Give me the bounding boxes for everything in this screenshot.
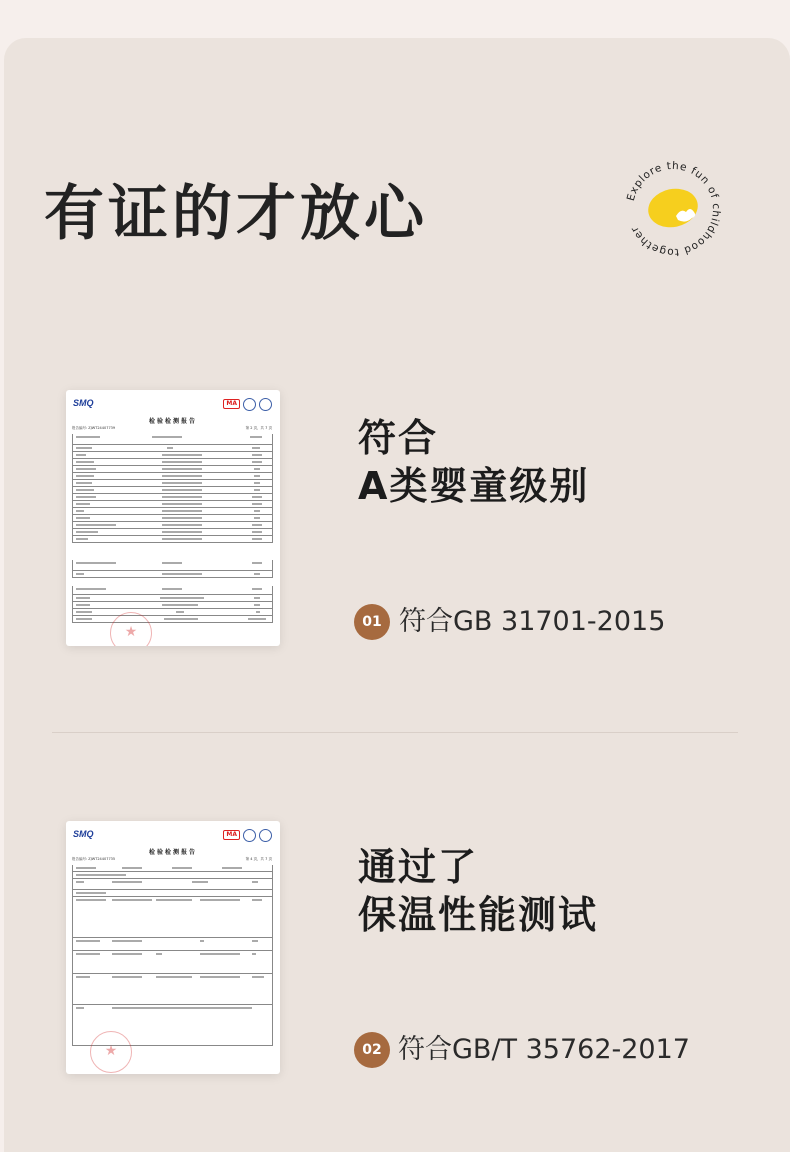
red-seal-stamp <box>90 1031 132 1073</box>
smq-logo: SMQ <box>73 398 94 408</box>
item-2-standard: 符合GB/T 35762-2017 <box>398 1034 690 1065</box>
ma-mark: MA <box>223 830 240 840</box>
section-divider <box>52 732 738 733</box>
item-1-standard: 符合GB 31701-2015 <box>399 606 666 637</box>
item-2-number-badge: 02 <box>354 1032 390 1068</box>
report-title: 检验检测报告 <box>148 418 197 425</box>
red-seal-stamp <box>110 612 152 646</box>
report-title: 检验检测报告 <box>148 849 197 856</box>
ilac-mark-icon <box>243 829 256 842</box>
item-1-number-badge: 01 <box>354 604 390 640</box>
ilac-mark-icon <box>243 398 256 411</box>
item-1-heading-line1: 符合 <box>358 416 439 460</box>
lemon-badge-icon <box>620 156 726 262</box>
report-table <box>72 865 273 1046</box>
report-table <box>72 434 273 543</box>
test-report-image <box>66 821 280 1074</box>
ma-mark: MA <box>223 399 240 409</box>
page-title: 有证的才放心 <box>44 179 428 249</box>
item-1-heading-line2: A类婴童级别 <box>358 464 590 508</box>
smq-logo: SMQ <box>73 829 94 839</box>
item-2-heading-line2: 保温性能测试 <box>358 893 599 937</box>
report-page-number: 第 4 页，共 7 页 <box>245 857 272 861</box>
cnas-mark-icon <box>259 829 272 842</box>
report-page-number: 第 2 页，共 7 页 <box>245 426 272 430</box>
cnas-mark-icon <box>259 398 272 411</box>
badge-text: Explore the fun of childhood together <box>624 159 723 259</box>
item-2-heading-line1: 通过了 <box>358 845 479 889</box>
report-number: 报告编号: ZJWT24407735 <box>72 857 116 861</box>
report-number: 报告编号: ZJWT24407739 <box>72 426 116 430</box>
test-report-image <box>66 390 280 646</box>
